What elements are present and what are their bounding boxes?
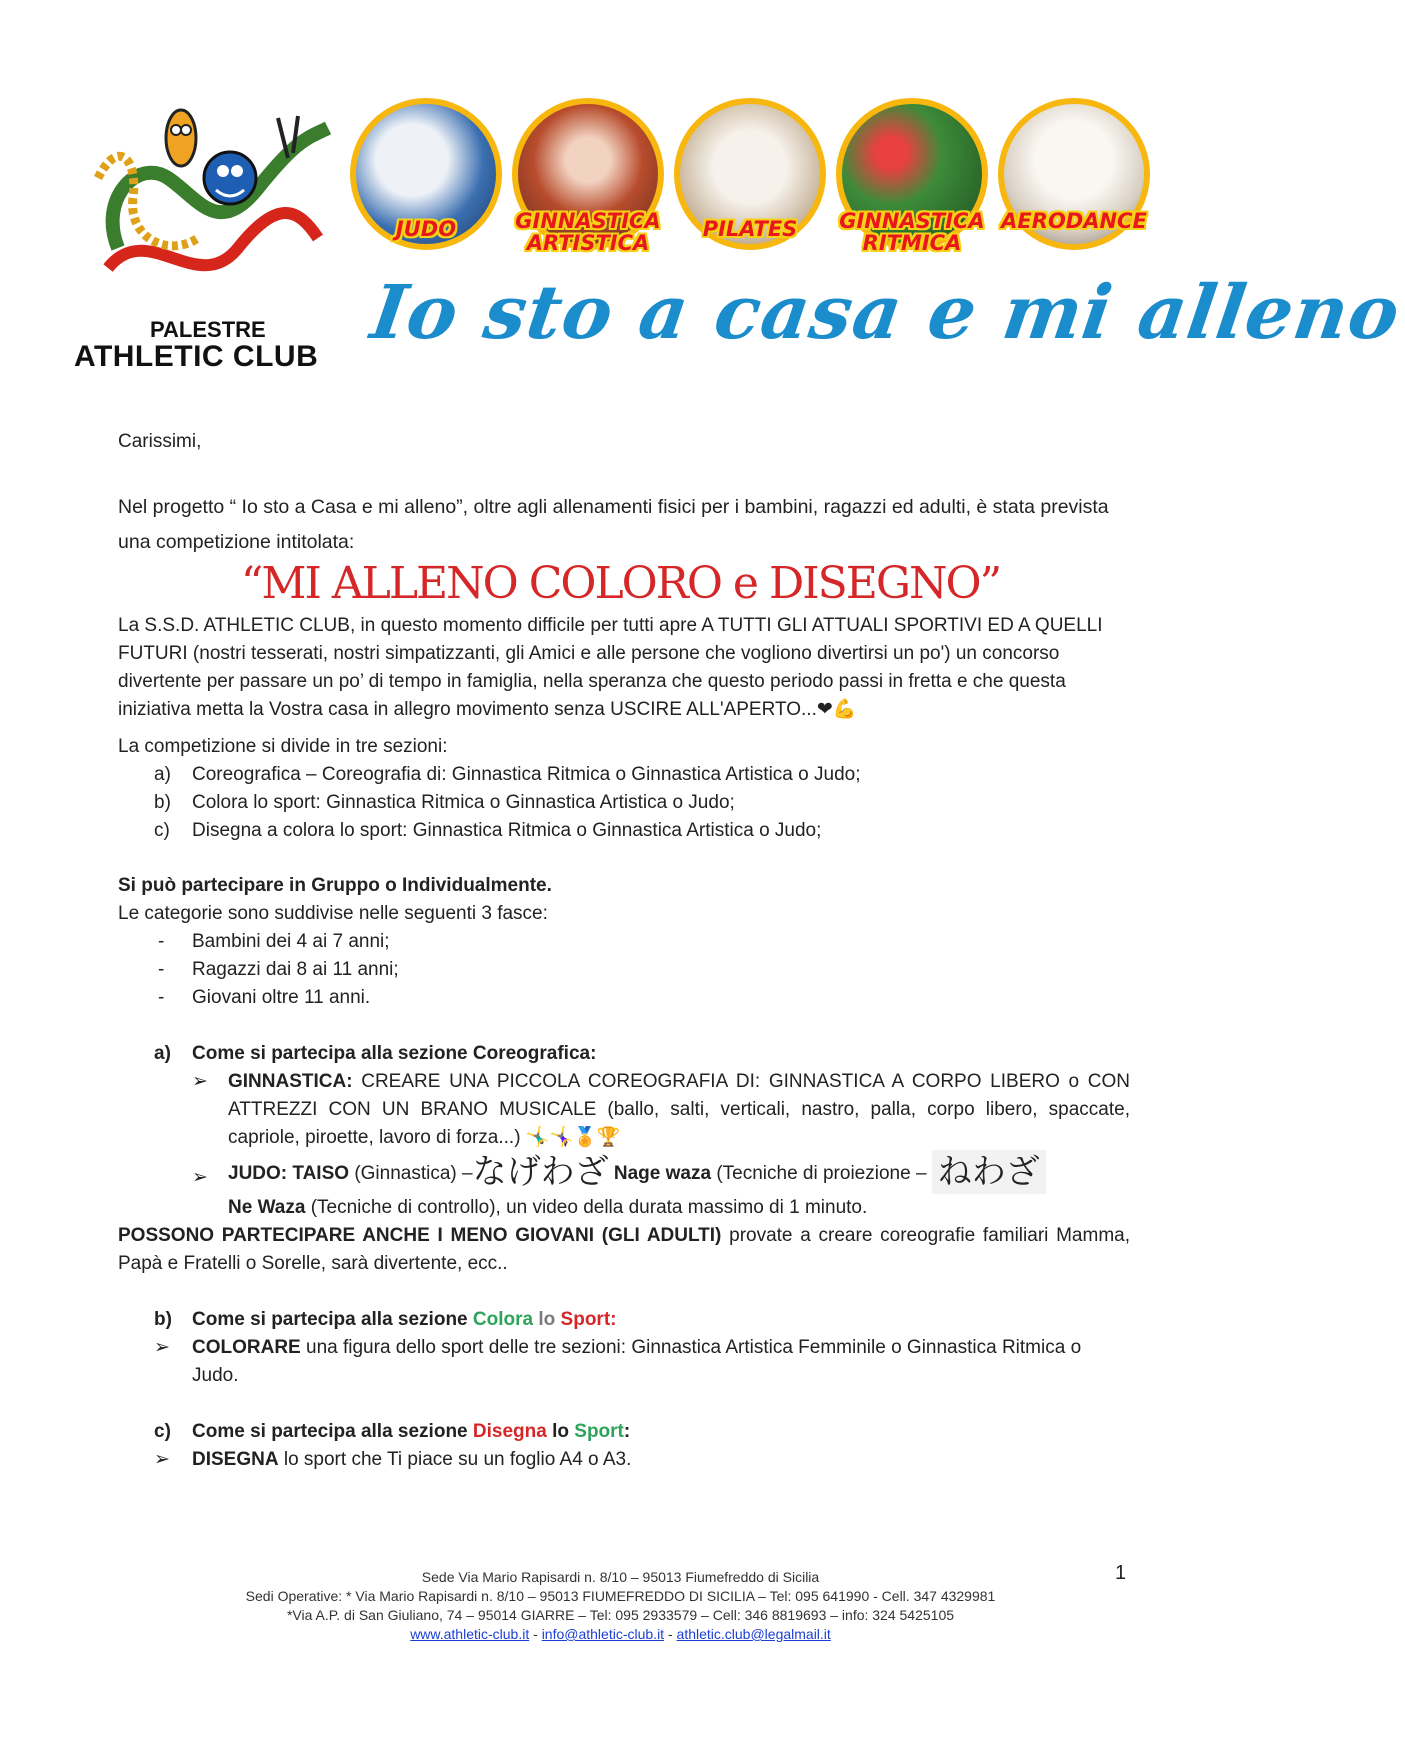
list-marker: - [158,959,165,980]
colorare-label: OLORARE [205,1337,301,1358]
list-marker: b) [154,1309,172,1330]
greeting: Carissimi, [118,431,202,452]
page-number: 1 [1115,1562,1127,1584]
section-item: Coreografica – Coreografia di: Ginnastica Ritmica o Ginnastica Artistica o Judo; [192,764,861,785]
sections-intro: La competizione si divide in tre sezioni: [118,736,448,757]
pec-link[interactable]: athletic.club@legalmail.it [676,1626,831,1642]
section-a-heading: Come si partecipa alla sezione Coreografica: [192,1043,597,1064]
word-lo: lo [552,1421,569,1442]
section-item: Colora lo sport: Ginnastica Ritmica o Ginnastica Artistica o Judo; [192,792,735,813]
list-marker: a) [154,764,171,785]
bullet-icon: ➢ [192,1167,208,1188]
gymnastics-paragraph [228,1068,1130,1152]
sport-label: AERODANCE [1001,209,1147,233]
adults-text: provate a creare coreografie familiari Mamma, Papà e Fratelli o Sorelle, sarà divertente, ecc.. [118,1225,1130,1274]
sport-label: GINNASTICA [515,209,661,233]
intro-paragraph: Nel progetto “ Io sto a Casa e mi alleno”, oltre agli allenamenti fisici per i bambini, ragazzi ed adulti, è stata prevista una competizione intitolata: [118,496,1109,553]
bullet-icon: ➢ [192,1071,208,1092]
nage-waza-japanese: なげわざ [472,1152,609,1192]
nage-waza-label: Nage waza [613,1163,712,1184]
brand-top-text: PALESTRE [150,317,266,342]
separator: - [529,1626,542,1642]
ne-waza-japanese: ねわざ [932,1150,1046,1194]
snake-mascot-icon [78,98,348,318]
colorare-text: una figura dello sport delle tre sezioni: Ginnastica Artistica Femminile o Ginnastica Ritmica o Judo. [192,1337,1082,1386]
footer-line-3: *Via A.P. di San Giuliano, 74 – 95014 GIARRE – Tel: 095 2933579 – Cell: 346 8819693 – info: 324 5425105 [286,1607,955,1623]
adults-label: POSSONO PARTECIPARE ANCHE I MENO GIOVANI (GLI ADULTI) [118,1225,722,1246]
colorare-label-c: C [192,1337,206,1358]
sport-label: PILATES [702,217,798,241]
slogan: Io sto a casa e mi alleno [365,270,1405,356]
footer-links [0,1625,1241,1644]
website-link[interactable]: www.athletic-club.it [410,1626,530,1642]
judo-paragraph [228,1150,1148,1196]
colora-paragraph [192,1334,1132,1390]
list-marker: a) [154,1043,171,1064]
description-paragraph: La S.S.D. ATHLETIC CLUB, in questo momento difficile per tutti apre A TUTTI GLI ATTUALI SPORTIVI ED A QUELLI FUTURI (nostri tesserati, nostri simpatizzanti, gli Amici e alle persone che vogliono divertirsi un po') un concorso divertente per passare un po’ di tempo in famiglia, nella speranza che questo periodo passi in fretta e che questa iniziativa metta la Vostra casa in allegro movimento senza USCIRE ALL'APERTO...❤💪 [118,615,1103,720]
disegna-label: DISEGNA [192,1449,279,1470]
separator: - [664,1626,677,1642]
list-marker: - [158,931,165,952]
sport-circle-aerodance [998,98,1150,273]
sport-circle-ginnastica-ritmica [836,98,988,273]
sport-circle-judo [350,98,502,273]
sport-circle-ginnastica-artistica [512,98,664,273]
footer [0,1568,1241,1644]
colon: : [623,1421,631,1442]
judo-text-3: (Tecniche di controllo), un video della durata massimo di 1 minuto. [310,1197,868,1218]
bullet-icon: ➢ [154,1449,170,1470]
list-marker: c) [154,820,170,841]
sport-label-2: ARTISTICA [526,231,650,255]
participation-note: Si può partecipare in Gruppo o Individualmente. [118,875,552,896]
footer-line-2: Sedi Operative: * Via Mario Rapisardi n. 8/10 – 95013 FIUMEFREDDO DI SICILIA – Tel: 095 641990 - Cell. 347 4329981 [245,1588,996,1604]
disegna-paragraph [192,1446,631,1474]
section-item: Disegna a colora lo sport: Ginnastica Ritmica o Ginnastica Artistica o Judo; [192,820,822,841]
adults-paragraph [118,1222,1130,1278]
word-sport: Sport: [560,1309,617,1330]
judo-label: JUDO: TAISO [228,1163,350,1184]
categories-intro: Le categorie sono suddivise nelle seguenti 3 fasce: [118,903,548,924]
sport-label-2: RITMICA [862,231,962,255]
judo-text-2: (Tecniche di proiezione – [716,1163,927,1184]
footer-line-1: Sede Via Mario Rapisardi n. 8/10 – 95013 Fiumefreddo di Sicilia [421,1569,820,1585]
section-b-heading [192,1306,616,1334]
ne-waza-label: Ne Waza [228,1197,306,1218]
competition-title: “MI ALLENO COLORO e DISEGNO” [240,558,1001,609]
word-sport: Sport [574,1421,624,1442]
disegna-text: lo sport che Ti piace su un foglio A4 o A3. [283,1449,632,1470]
heading-text: Come si partecipa alla sezione [192,1421,468,1442]
sport-label: JUDO [395,217,457,241]
sport-circle-pilates [674,98,826,273]
list-marker: c) [154,1421,171,1442]
email-link[interactable]: info@athletic-club.it [541,1626,665,1642]
category-item: Ragazzi dai 8 ai 11 anni; [192,959,399,980]
section-c-heading [192,1418,630,1446]
category-item: Giovani oltre 11 anni. [192,987,371,1008]
gymnastics-text: CREARE UNA PICCOLA COREOGRAFIA DI: GINNASTICA A CORPO LIBERO o CON ATTREZZI CON UN BRANO MUSICALE (ballo, salti, verticali, nastro, palla, corpo libero, spaccate, capriole, piroette, lavoro di forza...) 🤸‍♂️🤸‍♀️🏅🏆 [228,1071,1130,1148]
judo-paragraph-2 [228,1194,1130,1222]
category-item: Bambini dei 4 ai 7 anni; [192,931,390,952]
judo-text: (Ginnastica) – [354,1163,473,1184]
word-disegna: Disegna [472,1421,547,1442]
word-colora: Colora [472,1309,534,1330]
sport-label: GINNASTICA [839,209,985,233]
list-marker: - [158,987,165,1008]
gymnastics-label: GINNASTICA: [228,1071,353,1092]
heading-text: Come si partecipa alla sezione [192,1309,468,1330]
bullet-icon: ➢ [154,1337,170,1358]
brand-bottom-text: ATHLETIC CLUB [74,340,319,373]
list-marker: b) [154,792,171,813]
word-lo: lo [538,1309,556,1330]
